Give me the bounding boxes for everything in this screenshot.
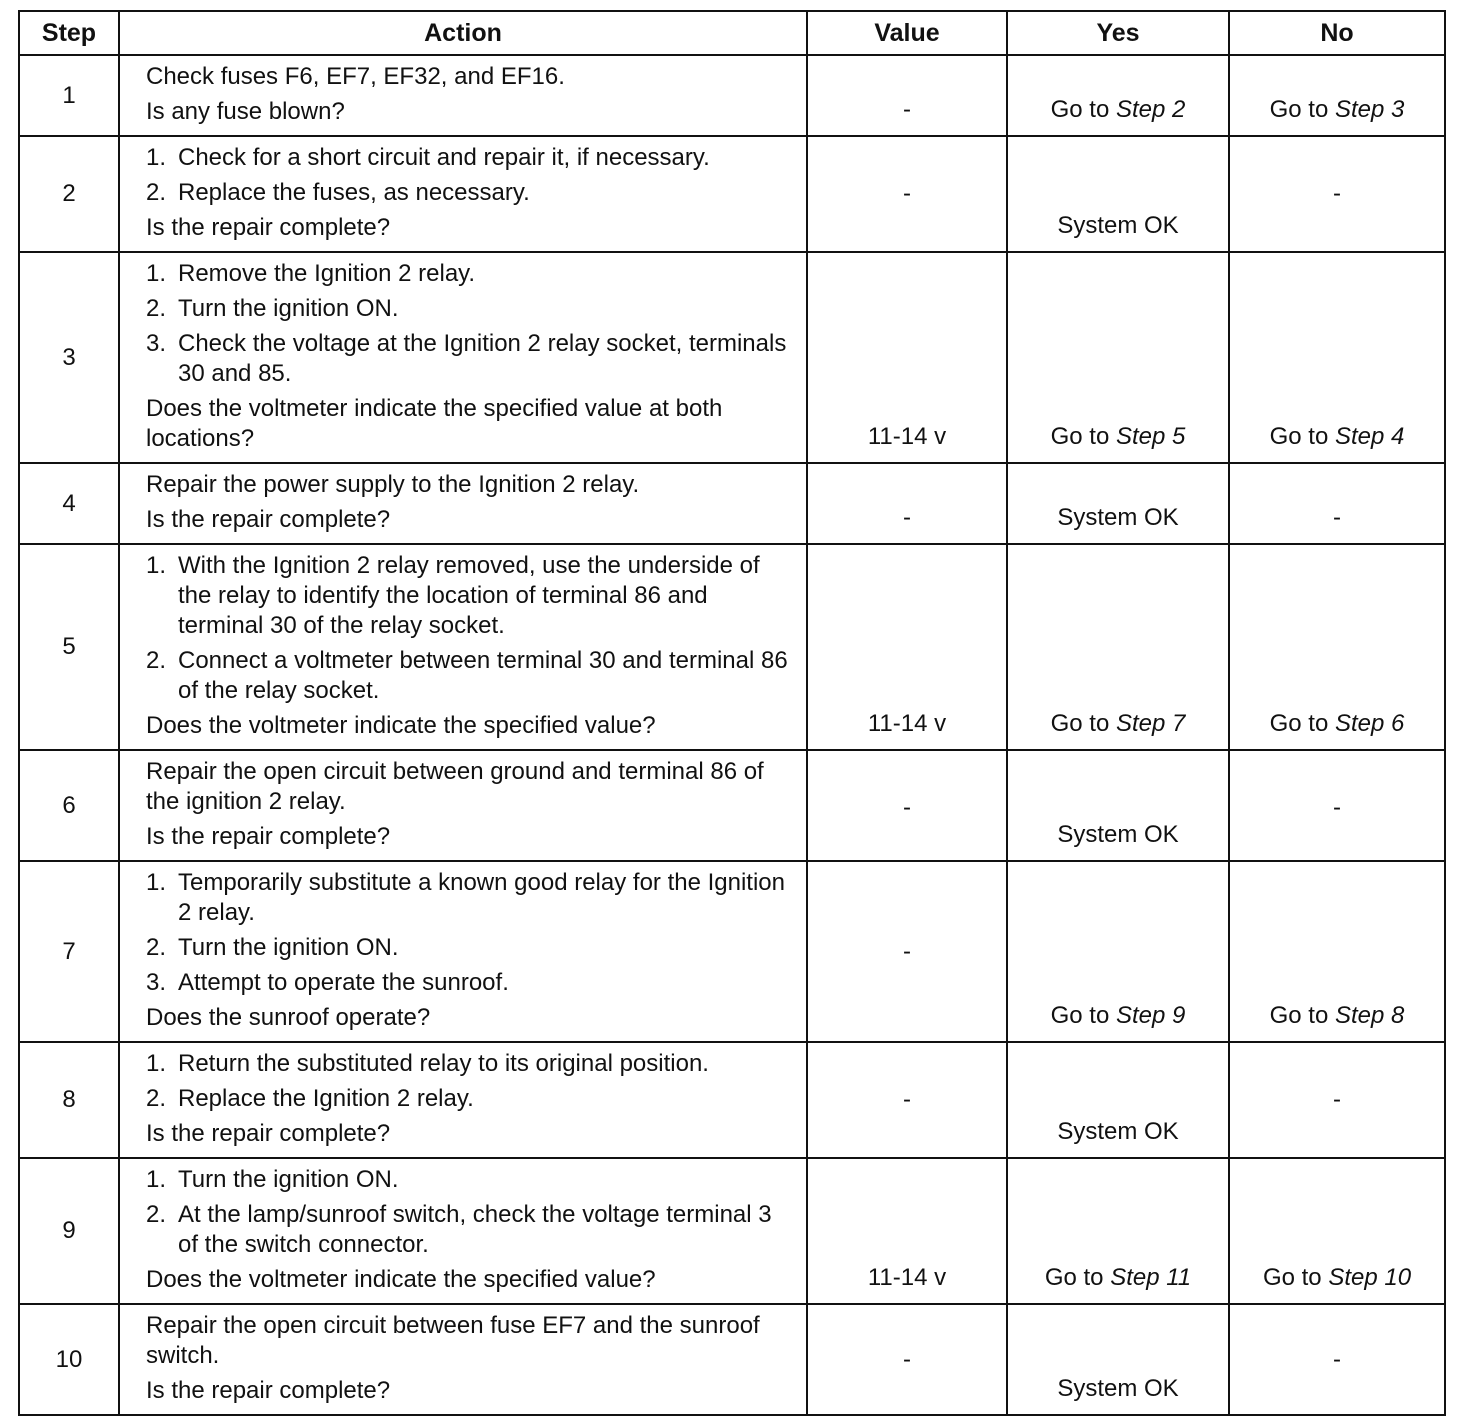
yes-cell: System OK [1007, 136, 1229, 252]
action-item [146, 1049, 792, 1079]
step-number: 10 [19, 1304, 119, 1415]
goto-step: Step 7 [1115, 710, 1186, 737]
item-text: With the Ignition 2 relay removed, use the underside of the relay to identify the location of terminal 86 and terminal 30 of the relay socket. [178, 552, 760, 639]
step-number: 7 [19, 861, 119, 1042]
action-question: Does the voltmeter indicate the specified value? [146, 1266, 656, 1293]
goto-prefix: Go to [1269, 1002, 1329, 1029]
action-item [146, 968, 792, 998]
goto-step: Step 11 [1110, 1264, 1192, 1291]
item-text: Check the voltage at the Ignition 2 relay socket, terminals 30 and 85. [178, 330, 787, 387]
header-no: No [1229, 11, 1445, 55]
item-number: 1. [146, 1166, 167, 1193]
goto-prefix: Go to [1044, 1264, 1104, 1291]
value-cell: - [807, 136, 1007, 252]
item-number: 2. [146, 295, 167, 322]
yes-cell [1007, 1158, 1229, 1304]
goto-prefix: Go to [1269, 96, 1329, 123]
action-cell [119, 252, 807, 463]
item-text: Temporarily substitute a known good relay for the Ignition 2 relay. [178, 869, 785, 926]
action-question: Is the repair complete? [146, 1120, 391, 1147]
step-number: 2 [19, 136, 119, 252]
action-item [146, 933, 792, 963]
table-row [19, 463, 1445, 544]
item-number: 2. [146, 1085, 167, 1112]
action-line: Repair the open circuit between ground and terminal 86 of the ignition 2 relay. [146, 758, 764, 815]
value-cell: - [807, 1042, 1007, 1158]
yes-cell: System OK [1007, 750, 1229, 861]
action-cell [119, 1304, 807, 1415]
action-question: Does the sunroof operate? [146, 1004, 431, 1031]
no-cell: - [1229, 136, 1445, 252]
no-cell [1229, 544, 1445, 750]
header-row [19, 11, 1445, 55]
goto-prefix: Go to [1050, 423, 1110, 450]
step-number: 1 [19, 55, 119, 136]
goto-step: Step 5 [1115, 423, 1186, 450]
value-cell: 11-14 v [807, 1158, 1007, 1304]
item-text: Turn the ignition ON. [178, 295, 399, 322]
goto-step: Step 6 [1334, 710, 1405, 737]
no-cell [1229, 861, 1445, 1042]
item-number: 1. [146, 260, 167, 287]
table-row [19, 544, 1445, 750]
goto-step: Step 9 [1115, 1002, 1186, 1029]
table-row [19, 55, 1445, 136]
action-item [146, 868, 792, 928]
action-cell [119, 861, 807, 1042]
step-number: 3 [19, 252, 119, 463]
item-text: Replace the Ignition 2 relay. [178, 1085, 474, 1112]
item-text: Return the substituted relay to its original position. [178, 1050, 709, 1077]
yes-cell: System OK [1007, 1042, 1229, 1158]
action-question: Is any fuse blown? [146, 98, 345, 125]
header-action: Action [119, 11, 807, 55]
action-cell [119, 1042, 807, 1158]
step-number: 4 [19, 463, 119, 544]
goto-prefix: Go to [1262, 1264, 1322, 1291]
action-item [146, 551, 792, 641]
value-cell: - [807, 463, 1007, 544]
action-cell [119, 55, 807, 136]
step-number: 6 [19, 750, 119, 861]
value-cell: - [807, 750, 1007, 861]
goto-prefix: Go to [1050, 1002, 1110, 1029]
no-cell: - [1229, 1304, 1445, 1415]
yes-cell: System OK [1007, 463, 1229, 544]
table-row [19, 1158, 1445, 1304]
action-question: Does the voltmeter indicate the specified value? [146, 712, 656, 739]
item-text: Check for a short circuit and repair it, if necessary. [178, 144, 710, 171]
action-line: Repair the power supply to the Ignition 2 relay. [146, 471, 640, 498]
action-item [146, 178, 792, 208]
item-text: Remove the Ignition 2 relay. [178, 260, 476, 287]
no-cell [1229, 55, 1445, 136]
table-row [19, 252, 1445, 463]
goto-step: Step 8 [1334, 1002, 1405, 1029]
item-number: 1. [146, 869, 167, 896]
action-question: Does the voltmeter indicate the specified value at both locations? [146, 395, 723, 452]
action-item [146, 1200, 792, 1260]
value-cell: 11-14 v [807, 252, 1007, 463]
action-item [146, 1084, 792, 1114]
table-row [19, 1304, 1445, 1415]
action-cell [119, 544, 807, 750]
header-step: Step [19, 11, 119, 55]
table-row [19, 750, 1445, 861]
item-text: At the lamp/sunroof switch, check the voltage terminal 3 of the switch connector. [178, 1201, 772, 1258]
step-number: 9 [19, 1158, 119, 1304]
item-text: Connect a voltmeter between terminal 30 and terminal 86 of the relay socket. [178, 647, 788, 704]
item-text: Turn the ignition ON. [178, 934, 399, 961]
action-cell [119, 1158, 807, 1304]
item-number: 2. [146, 1201, 167, 1228]
action-item [146, 1165, 792, 1195]
action-line: Check fuses F6, EF7, EF32, and EF16. [146, 63, 565, 90]
goto-prefix: Go to [1050, 710, 1110, 737]
header-yes: Yes [1007, 11, 1229, 55]
item-number: 2. [146, 934, 167, 961]
yes-cell [1007, 252, 1229, 463]
value-cell: - [807, 1304, 1007, 1415]
goto-step: Step 2 [1115, 96, 1186, 123]
action-question: Is the repair complete? [146, 823, 391, 850]
diagnostic-table [18, 10, 1446, 1416]
item-text: Attempt to operate the sunroof. [178, 969, 509, 996]
item-number: 3. [146, 330, 167, 357]
no-cell: - [1229, 463, 1445, 544]
action-cell [119, 136, 807, 252]
item-number: 1. [146, 1050, 167, 1077]
item-number: 1. [146, 552, 167, 579]
action-item [146, 646, 792, 706]
goto-step: Step 10 [1328, 1264, 1412, 1291]
action-item [146, 143, 792, 173]
table-row [19, 136, 1445, 252]
value-cell: 11-14 v [807, 544, 1007, 750]
item-text: Turn the ignition ON. [178, 1166, 399, 1193]
action-cell [119, 463, 807, 544]
step-number: 5 [19, 544, 119, 750]
table-row [19, 861, 1445, 1042]
yes-cell [1007, 544, 1229, 750]
yes-cell: System OK [1007, 1304, 1229, 1415]
goto-prefix: Go to [1269, 423, 1329, 450]
no-cell [1229, 1158, 1445, 1304]
goto-prefix: Go to [1050, 96, 1110, 123]
item-number: 3. [146, 969, 167, 996]
no-cell: - [1229, 750, 1445, 861]
table-row [19, 1042, 1445, 1158]
action-question: Is the repair complete? [146, 214, 391, 241]
value-cell: - [807, 861, 1007, 1042]
action-question: Is the repair complete? [146, 1377, 391, 1404]
action-cell [119, 750, 807, 861]
goto-prefix: Go to [1269, 710, 1329, 737]
item-number: 2. [146, 179, 167, 206]
value-cell: - [807, 55, 1007, 136]
action-item [146, 329, 792, 389]
goto-step: Step 4 [1334, 423, 1405, 450]
action-item [146, 294, 792, 324]
step-number: 8 [19, 1042, 119, 1158]
no-cell [1229, 252, 1445, 463]
action-question: Is the repair complete? [146, 506, 391, 533]
no-cell: - [1229, 1042, 1445, 1158]
item-text: Replace the fuses, as necessary. [178, 179, 530, 206]
goto-step: Step 3 [1334, 96, 1405, 123]
action-item [146, 259, 792, 289]
item-number: 1. [146, 144, 167, 171]
item-number: 2. [146, 647, 167, 674]
yes-cell [1007, 861, 1229, 1042]
yes-cell [1007, 55, 1229, 136]
action-line: Repair the open circuit between fuse EF7 and the sunroof switch. [146, 1312, 760, 1369]
header-value: Value [807, 11, 1007, 55]
